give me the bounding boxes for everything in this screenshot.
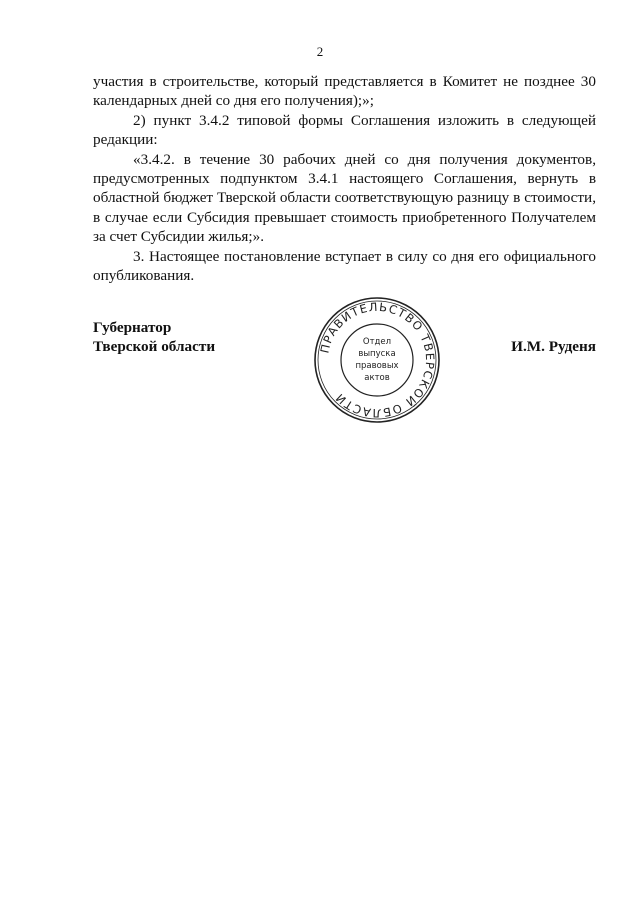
seal-ring-text: ПРАВИТЕЛЬСТВО ТВЕРСКОЙ ОБЛАСТИ — [317, 299, 438, 421]
signatory-position-line-2: Тверской области — [93, 338, 216, 356]
paragraph-continuation: участия в строительстве, который представляется в Комитет не позднее 30 календарных дней со дня его получения);»; — [93, 73, 596, 110]
paragraph-quoted-clause: «3.4.2. в течение 30 рабочих дней со дня получения документов, предусмотренных подпунктом 3.4.1 настоящего Соглашения, вернуть в областной бюджет Тверской области соответствующую разницу в стоимости, в случае если Субсидия превышает стоимость приобретенного Получателем за счет Субсидии жилья;». — [93, 150, 596, 246]
signatory-position — [93, 318, 215, 357]
page-number: 2 — [316, 44, 324, 59]
official-seal-stamp — [312, 295, 442, 425]
seal-center-line-1: Отдел — [362, 337, 392, 347]
paragraph-item-2: 2) пункт 3.4.2 типовой формы Соглашения изложить в следующей редакции: — [93, 111, 596, 149]
seal-center-line-3: правовых — [355, 361, 399, 371]
svg-text:ПРАВИТЕЛЬСТВО ТВЕРСКОЙ ОБЛАСТИ — [317, 300, 437, 420]
seal-center-line-2: выпуска — [358, 349, 396, 359]
signatory-position-line-1: Губернатор — [93, 319, 172, 336]
paragraph-item-3: 3. Настоящее постановление вступает в силу со дня его официального опубликования. — [93, 247, 596, 285]
signatory-name: И.М. Руденя — [511, 338, 596, 355]
document-body — [93, 72, 596, 285]
seal-center-line-4: актов — [364, 373, 390, 383]
